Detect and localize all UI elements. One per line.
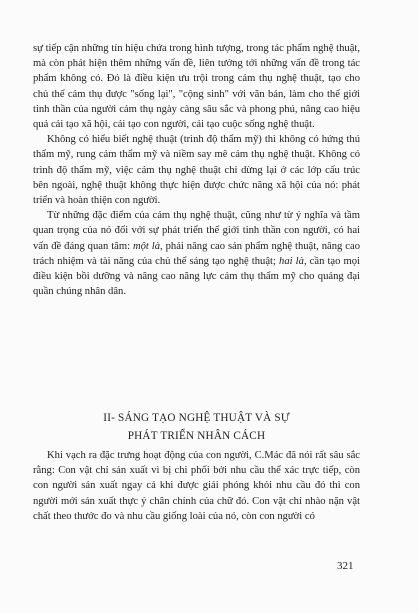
section-heading xyxy=(33,409,360,445)
section-heading-line-1: II- SÁNG TẠO NGHỆ THUẬT VÀ SỰ xyxy=(103,412,290,424)
section-body-text xyxy=(33,448,360,524)
section-heading-line-2: PHÁT TRIỂN NHÂN CÁCH xyxy=(127,430,266,442)
emphasis-second: hai là xyxy=(279,255,304,267)
emphasis-first: một là xyxy=(132,240,161,252)
paragraph-two-issues-middle: , phải nâng cao sản phẩm nghệ thuật, nâng cao trách nhiệm và tài năng của chủ thể sáng tạo nghệ thuật; xyxy=(33,240,360,267)
paragraph-two-issues-start: Từ những đặc điểm của cảm thụ nghệ thuật, cũng như từ ý nghĩa và tầm quan trọng của nó đối với sự phát triển thế giới tinh thần con người, có hai vấn đề đáng quan tâm: xyxy=(33,210,360,252)
paragraph-continued: sự tiếp cận những tín hiệu chứa trong hình tượng, trong tác phẩm nghệ thuật, mà còn phát hiện thêm những vấn đề, liên tưởng tới những vấn đề trong tác phẩm không có. Đó là điều kiện ưu trội trong cảm thụ nghệ thuật, tạo cho chủ thể cảm thụ được "sống lại", "cộng sinh" với văn bản, làm cho thế giới tinh thần của người cảm thụ ngày càng sâu sắc và phong phú, nâng cao hiệu quả cải tạo xã hội, cải tạo con người, cải tạo cuộc sống nghệ thuật. xyxy=(33,43,360,131)
paragraph-marx-quote: Khi vạch ra đặc trưng hoạt động của con người, C.Mác đã nói rất sâu sắc rằng: Con vật chỉ sản xuất vì bị chi phối bởi nhu cầu thể xác trực tiếp, còn con người sản xuất ngay cả khi được giải phóng khỏi nhu cầu đó thì con người mới sản xuất thực ý chân chính của chữ đó. Con vật chỉ nhào nặn vật chất theo thước đo và nhu cầu giống loài của nó, còn con người có xyxy=(33,450,360,522)
paragraph-two-issues xyxy=(33,208,360,299)
body-text xyxy=(33,41,360,299)
page-number: 321 xyxy=(337,560,354,572)
paragraph-two-issues-end: , cần tạo mọi điều kiện bồi dưỡng và nâng cao năng lực cảm thụ thẩm mỹ cho quảng đại quần chúng nhân dân. xyxy=(33,255,361,298)
paragraph-aesthetic-knowledge: Không có hiểu biết nghệ thuật (trình độ thẩm mỹ) thì không có hứng thú thẩm mỹ, rung cảm thẩm mỹ và niềm say mê cảm thụ nghệ thuật. Không có trình độ thẩm mỹ, việc cảm thụ nghệ thuật chỉ dừng lại ở các lớp cấu trúc bên ngoài, nghệ thuật không thực hiện được chức năng xã hội của nó: phát triển và hoàn thiện con người. xyxy=(33,134,360,207)
